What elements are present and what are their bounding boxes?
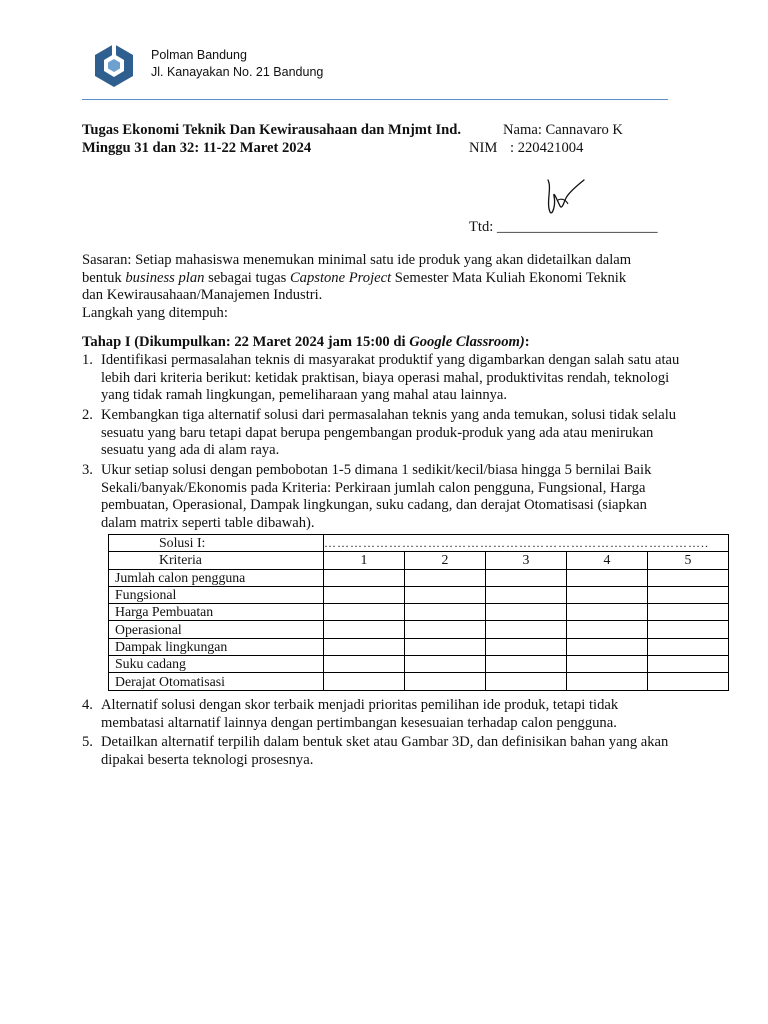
score-cell[interactable]: [324, 586, 405, 603]
score-cell[interactable]: [567, 569, 648, 586]
score-cell[interactable]: [567, 586, 648, 603]
polman-logo-icon: [92, 42, 136, 88]
score-cell[interactable]: [648, 604, 729, 621]
score-cell[interactable]: [405, 621, 486, 638]
score-cell[interactable]: [567, 638, 648, 655]
score-cell[interactable]: [648, 656, 729, 673]
score-header: 1: [324, 552, 405, 569]
criterion-label: Dampak lingkungan: [109, 638, 324, 655]
score-header: 4: [567, 552, 648, 569]
week-info: Minggu 31 dan 32: 11-22 Maret 2024: [82, 140, 312, 156]
score-cell[interactable]: [324, 638, 405, 655]
criteria-matrix-table: [108, 534, 729, 691]
solusi-dots: ……………………………………………………………………………..: [324, 535, 729, 552]
sasaran-paragraph: Sasaran: Setiap mahasiswa menemukan minimal satu ide produk yang akan didetailkan dalam bentuk business plan sebagai tugas Capstone Project Semester Mata Kuliah Ekonomi Teknik dan Kewirausahaan/Manajemen Industri. Langkah yang ditempuh:: [82, 252, 682, 322]
table-row: [109, 673, 729, 690]
tahap-heading: Tahap I (Dikumpulkan: 22 Maret 2024 jam 15:00 di Google Classroom):: [82, 334, 530, 350]
criterion-label: Jumlah calon pengguna: [109, 569, 324, 586]
score-cell[interactable]: [648, 621, 729, 638]
score-cell[interactable]: [486, 586, 567, 603]
score-cell[interactable]: [324, 673, 405, 690]
table-row: [109, 621, 729, 638]
nim-label: NIM: [469, 140, 498, 156]
criterion-label: Harga Pembuatan: [109, 604, 324, 621]
table-row: [109, 604, 729, 621]
score-cell[interactable]: [567, 656, 648, 673]
criterion-label: Derajat Otomatisasi: [109, 673, 324, 690]
org-header: [151, 47, 323, 81]
score-cell[interactable]: [324, 604, 405, 621]
course-title: Tugas Ekonomi Teknik Dan Kewirausahaan dan Mnjmt Ind.: [82, 122, 462, 138]
table-row: [109, 569, 729, 586]
header-divider: [82, 99, 668, 100]
score-cell[interactable]: [648, 673, 729, 690]
score-header: 5: [648, 552, 729, 569]
nim-value: : 220421004: [510, 140, 584, 156]
criterion-label: Suku cadang: [109, 656, 324, 673]
score-cell[interactable]: [405, 673, 486, 690]
signature-line: Ttd: ______________________: [469, 219, 658, 235]
score-cell[interactable]: [486, 569, 567, 586]
score-cell[interactable]: [486, 656, 567, 673]
score-cell[interactable]: [486, 673, 567, 690]
kriteria-header: Kriteria: [109, 552, 324, 569]
score-cell[interactable]: [324, 569, 405, 586]
org-name: Polman Bandung: [151, 48, 247, 62]
score-cell[interactable]: [648, 638, 729, 655]
score-cell[interactable]: [648, 586, 729, 603]
solusi-label: Solusi I:: [109, 535, 324, 552]
score-cell[interactable]: [567, 673, 648, 690]
langkah-heading: Langkah yang ditempuh:: [82, 304, 228, 321]
signature-icon: [540, 176, 588, 218]
score-cell[interactable]: [324, 621, 405, 638]
table-row: [109, 638, 729, 655]
score-cell[interactable]: [405, 604, 486, 621]
table-row: [109, 586, 729, 603]
score-cell[interactable]: [405, 638, 486, 655]
score-cell[interactable]: [405, 569, 486, 586]
criterion-label: Fungsional: [109, 586, 324, 603]
criterion-label: Operasional: [109, 621, 324, 638]
score-header: 2: [405, 552, 486, 569]
org-address: Jl. Kanayakan No. 21 Bandung: [151, 65, 324, 79]
score-cell[interactable]: [567, 621, 648, 638]
score-cell[interactable]: [405, 586, 486, 603]
student-name: Nama: Cannavaro K: [503, 122, 623, 138]
score-header: 3: [486, 552, 567, 569]
score-cell[interactable]: [648, 569, 729, 586]
score-cell[interactable]: [405, 656, 486, 673]
table-row: [109, 656, 729, 673]
score-cell[interactable]: [324, 656, 405, 673]
score-cell[interactable]: [486, 604, 567, 621]
score-cell[interactable]: [486, 621, 567, 638]
score-cell[interactable]: [486, 638, 567, 655]
score-cell[interactable]: [567, 604, 648, 621]
